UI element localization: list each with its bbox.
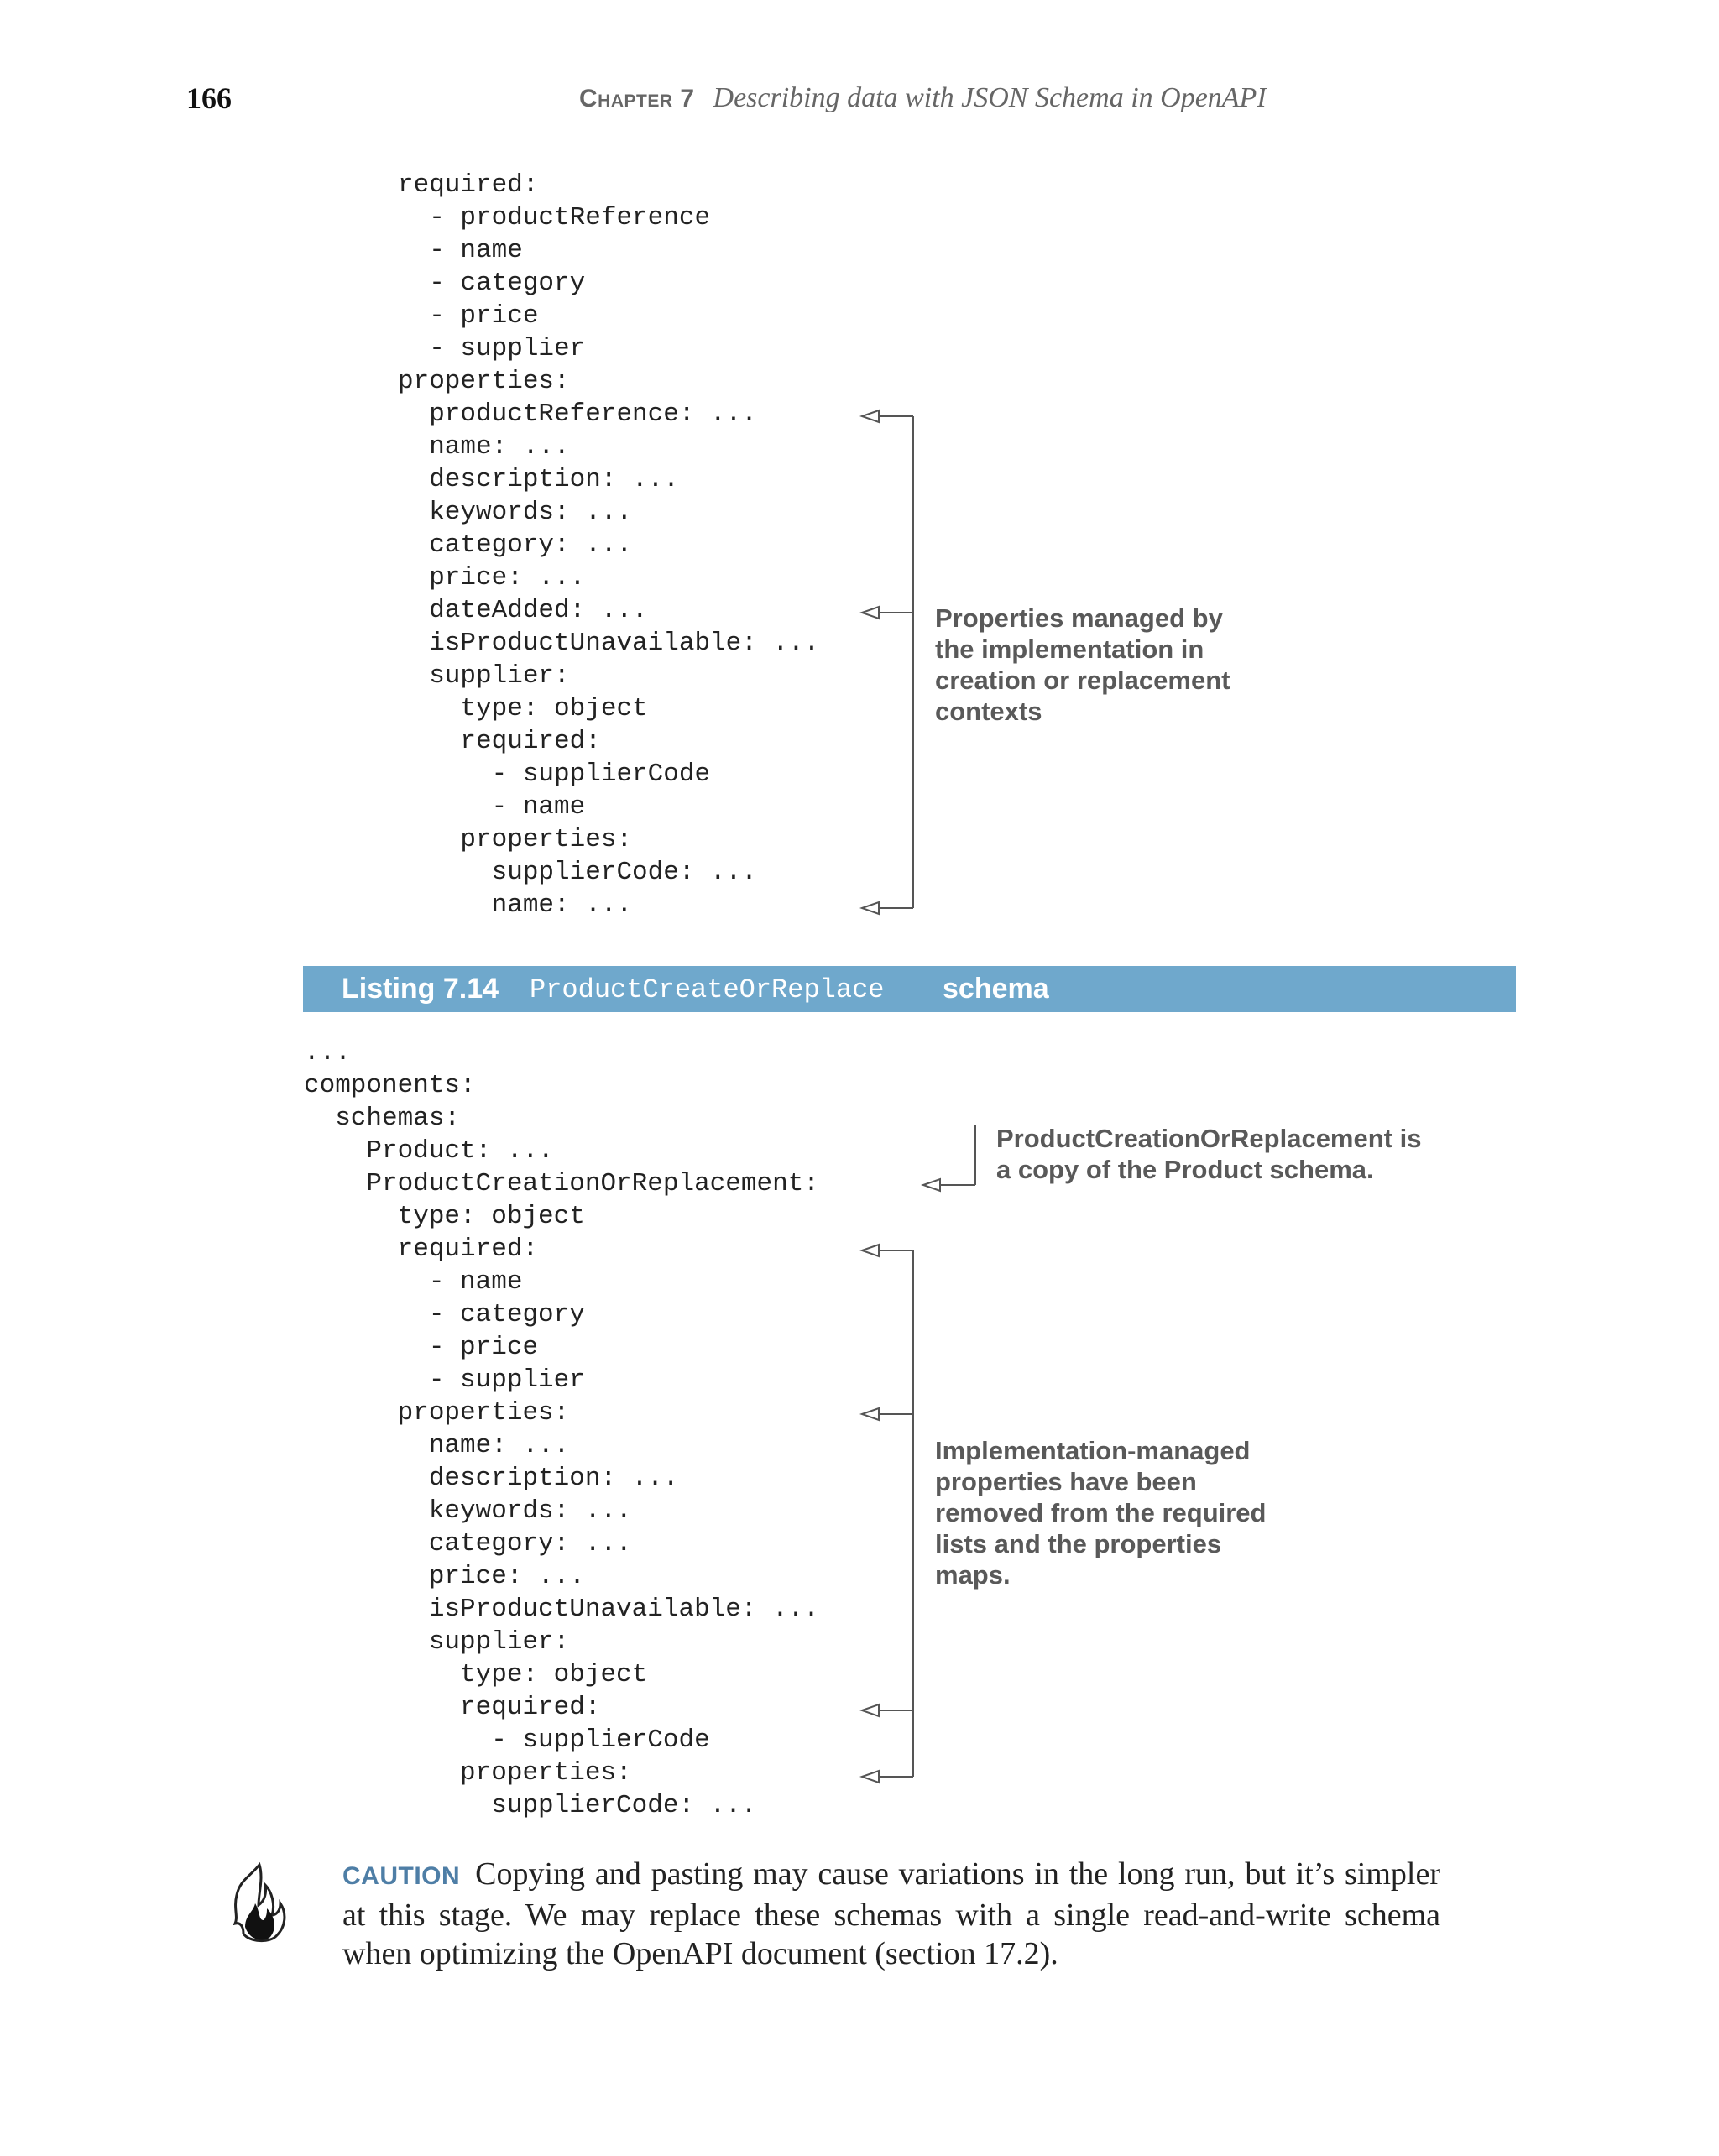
code-line: properties: (398, 367, 570, 396)
code-line: name: ... (398, 432, 570, 462)
flame-icon (225, 1861, 294, 1950)
code-line: properties: (304, 1398, 570, 1428)
arrowhead-supplier-properties (862, 1771, 879, 1783)
code-line: - supplier (304, 1365, 585, 1395)
code-line: dateAdded: ... (398, 596, 648, 625)
code-line: schemas: (304, 1104, 461, 1133)
code-line: price: ... (304, 1562, 585, 1591)
code-line: type: object (398, 694, 648, 723)
code-line: keywords: ... (398, 498, 633, 527)
code-line: - supplierCode (304, 1725, 710, 1755)
code-line: supplier: (304, 1627, 570, 1657)
code-line: price: ... (398, 563, 586, 593)
chapter-label: Chapter 7 (579, 85, 695, 112)
code-line: Product: ... (304, 1136, 554, 1166)
arrowhead-product-creation (923, 1179, 940, 1191)
code-line: - name (304, 1267, 523, 1297)
code-line: supplier: (398, 661, 570, 691)
code-line: required: (398, 170, 539, 200)
code-line: name: ... (398, 890, 633, 920)
code-line: description: ... (398, 465, 679, 494)
code-line: ProductCreationOrReplacement: (304, 1169, 819, 1198)
arrowhead-dateAdded (862, 607, 879, 619)
code-line: required: (304, 1235, 539, 1264)
code-line: productReference: ... (398, 399, 757, 429)
code-line: - name (398, 792, 586, 822)
code-line: - category (304, 1300, 585, 1329)
caution-note (342, 1855, 1440, 1973)
code-line: keywords: ... (304, 1496, 632, 1526)
arrowhead-properties (862, 1408, 879, 1420)
code-line: - supplierCode (398, 760, 711, 789)
code-line: supplierCode: ... (304, 1791, 757, 1820)
caution-label: CAUTION (342, 1862, 461, 1890)
code-line: - price (304, 1333, 539, 1362)
arrowhead-productReference (862, 410, 879, 422)
code-line: properties: (304, 1758, 632, 1788)
arrowhead-supplier-required (862, 1704, 879, 1716)
annotation-removed-properties: Implementation-managed properties have been removed from the required lists and the properties maps. (935, 1436, 1267, 1590)
code-line: supplierCode: ... (398, 858, 757, 887)
code-line: type: object (304, 1660, 648, 1689)
caution-body: Copying and pasting may cause variations in the long run, but it’s simpler at this stage. We may replace these schemas with a single read-and-write schema when optimizing the OpenAPI document (section 17.2). (342, 1856, 1440, 1971)
listing-code-name: ProductCreateOrReplace (530, 974, 885, 1005)
code-line: isProductUnavailable: ... (304, 1595, 819, 1624)
listing-title-tail: schema (943, 973, 1049, 1005)
arrowhead-required (862, 1245, 879, 1256)
chapter-title: Describing data with JSON Schema in OpenAPI (713, 82, 1267, 113)
code-line: category: ... (304, 1529, 632, 1558)
code-line: name: ... (304, 1431, 570, 1460)
annotation-copy-of-product: ProductCreationOrReplacement is a copy of the Product schema. (996, 1124, 1422, 1184)
page-number: 166 (186, 81, 232, 115)
code-line: ... (304, 1038, 351, 1068)
arrowhead-supplier-name (862, 902, 879, 914)
code-line: components: (304, 1071, 476, 1100)
code-line: - productReference (398, 203, 711, 232)
code-line: isProductUnavailable: ... (398, 629, 820, 658)
code-line: required: (398, 727, 601, 756)
code-line: - supplier (398, 334, 586, 363)
annotation-implementation-managed: Properties managed by the implementation in creation or replacement contexts (935, 603, 1230, 726)
code-line: type: object (304, 1202, 585, 1231)
code-line: category: ... (398, 530, 633, 560)
code-line: - category (398, 269, 586, 298)
code-line: - price (398, 301, 539, 331)
code-line: description: ... (304, 1464, 679, 1493)
listing-label: Listing 7.14 (342, 973, 499, 1005)
code-line: - name (398, 236, 523, 265)
code-line: properties: (398, 825, 633, 854)
code-line: required: (304, 1693, 601, 1722)
